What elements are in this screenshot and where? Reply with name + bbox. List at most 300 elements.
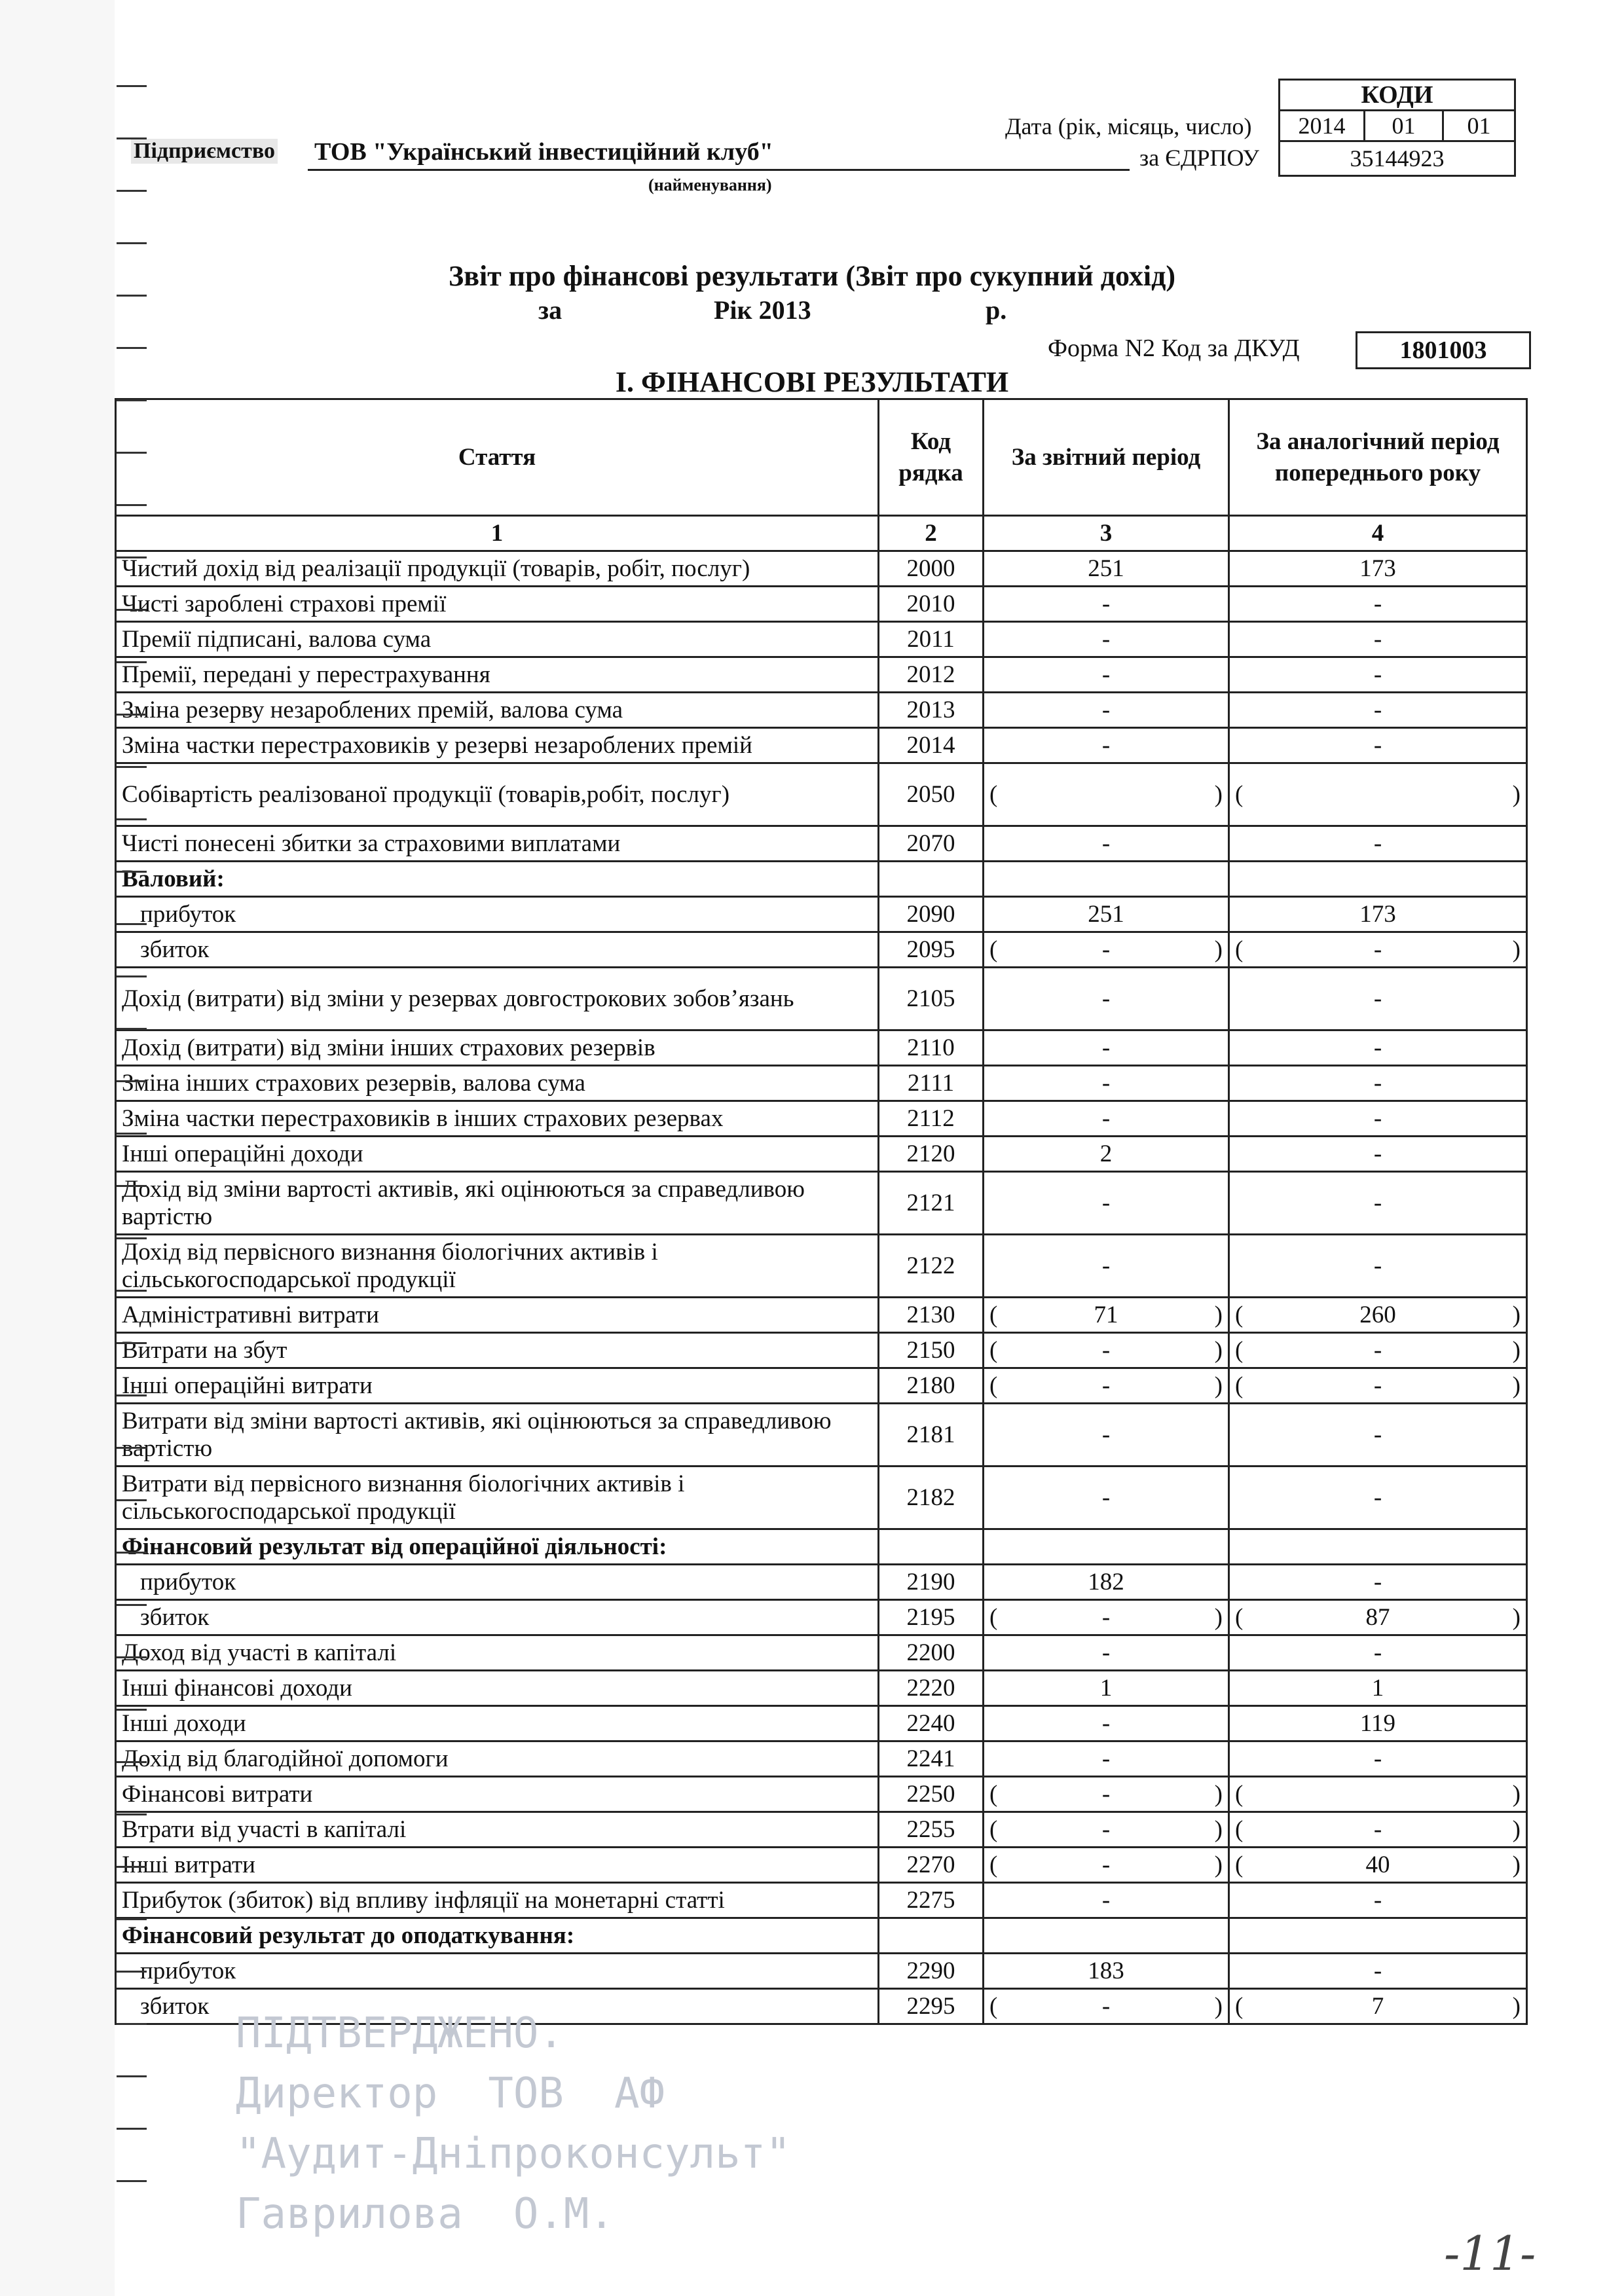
approval-stamp: [236, 2003, 791, 2244]
open-paren: (: [989, 1337, 998, 1364]
row-article: Собівартість реалізованої продукції (товарів,робіт, послуг): [116, 763, 879, 826]
row-article: Премії, передані у перестрахування: [116, 657, 879, 693]
row-current-value: 251: [984, 897, 1229, 932]
row-current-value: [984, 1989, 1229, 2024]
row-code: 2010: [879, 587, 984, 622]
value-text: 260: [1359, 1302, 1396, 1328]
row-code: 2013: [879, 693, 984, 728]
margin-tick: [117, 452, 147, 454]
margin-tick: [117, 818, 147, 820]
margin-tick: [117, 1813, 147, 1815]
row-article: Зміна частки перестраховиків у резерві незароблених премій: [116, 728, 879, 763]
row-article: Інші доходи: [116, 1706, 879, 1741]
row-previous-value: -: [1229, 587, 1527, 622]
close-paren: ): [1214, 1302, 1223, 1328]
row-previous-value: [1229, 1812, 1527, 1848]
value-text: -: [1101, 1604, 1111, 1631]
open-paren: (: [989, 1851, 998, 1878]
table-row: [116, 1954, 1527, 1989]
row-previous-value: [1229, 1298, 1527, 1333]
table-row: [116, 1741, 1527, 1777]
row-current-value: -: [984, 1883, 1229, 1918]
margin-tick: [117, 1918, 147, 1920]
row-article: Фінансові витрати: [116, 1777, 879, 1812]
row-current-value: -: [984, 622, 1229, 657]
header-article: Стаття: [116, 399, 879, 516]
row-code: 2250: [879, 1777, 984, 1812]
row-current-value: 2: [984, 1137, 1229, 1172]
close-paren: ): [1512, 1372, 1521, 1399]
row-previous-value: -: [1229, 1954, 1527, 1989]
row-current-value: [984, 763, 1229, 826]
open-paren: (: [1235, 1816, 1244, 1843]
margin-tick: [117, 975, 147, 977]
row-previous-value: 173: [1229, 897, 1527, 932]
row-article: Чисті понесені збитки за страховими виплатами: [116, 826, 879, 862]
row-code: 2200: [879, 1635, 984, 1671]
row-previous-value: [1229, 932, 1527, 968]
row-article: Дохід від зміни вартості активів, які оцінюються за справедливою вартістю: [116, 1172, 879, 1235]
row-article: збиток: [116, 1600, 879, 1635]
value-text: -: [1373, 1372, 1382, 1399]
close-paren: ): [1512, 1851, 1521, 1878]
open-paren: (: [1235, 1781, 1244, 1808]
row-code: 2011: [879, 622, 984, 657]
row-previous-value: [1229, 1918, 1527, 1954]
row-article: Дохід (витрати) від зміни інших страхових резервів: [116, 1030, 879, 1066]
table-row: [116, 1918, 1527, 1954]
margin-tick: [117, 661, 147, 663]
row-article: Інші витрати: [116, 1848, 879, 1883]
row-code: 2012: [879, 657, 984, 693]
table-row: [116, 1101, 1527, 1137]
row-article: Зміна інших страхових резервів, валова сума: [116, 1066, 879, 1101]
table-row: [116, 1066, 1527, 1101]
date-day: 01: [1443, 111, 1515, 141]
row-previous-value: -: [1229, 693, 1527, 728]
close-paren: ): [1512, 1604, 1521, 1631]
row-current-value: -: [984, 728, 1229, 763]
row-current-value: -: [984, 1066, 1229, 1101]
row-current-value: [984, 1529, 1229, 1565]
table-row: [116, 1333, 1527, 1368]
row-article: Втрати від участі в капіталі: [116, 1812, 879, 1848]
row-code: 2241: [879, 1741, 984, 1777]
row-code: 2111: [879, 1066, 984, 1101]
row-code: 2290: [879, 1954, 984, 1989]
row-code: 2120: [879, 1137, 984, 1172]
table-row: [116, 1565, 1527, 1600]
margin-tick: [117, 1394, 147, 1396]
table-row: [116, 1706, 1527, 1741]
row-current-value: -: [984, 693, 1229, 728]
close-paren: ): [1214, 1337, 1223, 1364]
row-previous-value: -: [1229, 1066, 1527, 1101]
close-paren: ): [1512, 1337, 1521, 1364]
row-code: 2270: [879, 1848, 984, 1883]
margin-tick: [117, 1499, 147, 1501]
row-code: 2195: [879, 1600, 984, 1635]
table-row: [116, 763, 1527, 826]
page-number: -11-: [1444, 2226, 1536, 2281]
row-code: 2105: [879, 968, 984, 1030]
close-paren: ): [1512, 781, 1521, 808]
table-row: [116, 897, 1527, 932]
margin-tick: [117, 1552, 147, 1554]
row-previous-value: [1229, 763, 1527, 826]
value-text: -: [1373, 936, 1382, 963]
table-row: [116, 622, 1527, 657]
row-code: 2255: [879, 1812, 984, 1848]
margin-tick: [117, 85, 147, 87]
row-current-value: [984, 1368, 1229, 1404]
row-article: Зміна резерву незароблених премій, валова сума: [116, 693, 879, 728]
row-current-value: -: [984, 657, 1229, 693]
row-article: Зміна частки перестраховиків в інших страхових резервах: [116, 1101, 879, 1137]
margin-tick: [117, 2075, 147, 2077]
enterprise-caption: (найменування): [648, 175, 772, 194]
row-article: Дохід від первісного визнання біологічних активів і сільськогосподарської продукції: [116, 1235, 879, 1298]
table-row: [116, 728, 1527, 763]
row-current-value: [984, 1298, 1229, 1333]
header-current: За звітний період: [984, 399, 1229, 516]
row-previous-value: [1229, 1600, 1527, 1635]
margin-tick: [117, 1080, 147, 1082]
row-current-value: -: [984, 826, 1229, 862]
close-paren: ): [1214, 1781, 1223, 1808]
value-text: 40: [1365, 1851, 1390, 1878]
margin-tick: [117, 1709, 147, 1711]
codes-title: КОДИ: [1280, 80, 1515, 111]
close-paren: ): [1512, 936, 1521, 963]
date-label: Дата (рік, місяць, число): [1005, 113, 1252, 139]
row-code: 2122: [879, 1235, 984, 1298]
row-previous-value: -: [1229, 1883, 1527, 1918]
value-text: -: [1101, 1816, 1111, 1843]
row-code: 2050: [879, 763, 984, 826]
open-paren: (: [1235, 1993, 1244, 2020]
table-row: [116, 932, 1527, 968]
margin-tick: [117, 1185, 147, 1187]
row-previous-value: -: [1229, 1235, 1527, 1298]
row-previous-value: 173: [1229, 551, 1527, 587]
row-article: Витрати на збут: [116, 1333, 879, 1368]
row-current-value: -: [984, 587, 1229, 622]
margin-tick: [117, 1656, 147, 1658]
row-article: Витрати від зміни вартості активів, які оцінюються за справедливою вартістю: [116, 1404, 879, 1467]
margin-tick: [117, 1290, 147, 1292]
value-text: -: [1101, 1337, 1111, 1364]
open-paren: (: [989, 1372, 998, 1399]
margin-tick: [117, 2023, 147, 2025]
margin-tick: [117, 2128, 147, 2130]
row-code: 2014: [879, 728, 984, 763]
row-current-value: 251: [984, 551, 1229, 587]
table-row: [116, 968, 1527, 1030]
row-previous-value: -: [1229, 1741, 1527, 1777]
row-code: 2110: [879, 1030, 984, 1066]
enterprise-label: Підприємство: [131, 139, 278, 164]
table-row: [116, 1172, 1527, 1235]
table-row: [116, 1777, 1527, 1812]
row-article: Інші операційні доходи: [116, 1137, 879, 1172]
open-paren: (: [989, 1993, 998, 2020]
row-previous-value: -: [1229, 1030, 1527, 1066]
open-paren: (: [989, 1604, 998, 1631]
row-previous-value: 1: [1229, 1671, 1527, 1706]
scan-margin: [0, 0, 115, 2296]
row-previous-value: [1229, 1333, 1527, 1368]
margin-tick: [117, 399, 147, 401]
financial-results-table: [115, 398, 1528, 2025]
row-article: Дохід від благодійної допомоги: [116, 1741, 879, 1777]
close-paren: ): [1512, 1781, 1521, 1808]
row-code: 2150: [879, 1333, 984, 1368]
row-previous-value: [1229, 862, 1527, 897]
close-paren: ): [1214, 1851, 1223, 1878]
close-paren: ): [1214, 1372, 1223, 1399]
row-article: Премії підписані, валова сума: [116, 622, 879, 657]
open-paren: (: [1235, 1302, 1244, 1328]
row-code: 2240: [879, 1706, 984, 1741]
row-current-value: -: [984, 1172, 1229, 1235]
row-current-value: 183: [984, 1954, 1229, 1989]
row-code: 2070: [879, 826, 984, 862]
enterprise-underline: [308, 169, 1130, 171]
row-current-value: -: [984, 1404, 1229, 1467]
value-text: -: [1101, 1851, 1111, 1878]
row-current-value: [984, 1848, 1229, 1883]
row-current-value: -: [984, 1706, 1229, 1741]
row-code: 2181: [879, 1404, 984, 1467]
row-article: Чистий дохід від реалізації продукції (товарів, робіт, послуг): [116, 551, 879, 587]
row-previous-value: [1229, 1848, 1527, 1883]
row-previous-value: -: [1229, 1635, 1527, 1671]
row-code: 2090: [879, 897, 984, 932]
value-text: -: [1373, 1816, 1382, 1843]
margin-tick: [117, 714, 147, 716]
header-code: Код рядка: [879, 399, 984, 516]
row-article: Фінансовий результат до оподаткування:: [116, 1918, 879, 1954]
margin-tick: [117, 1133, 147, 1135]
row-article: Дохід (витрати) від зміни у резервах довгострокових зобов’язань: [116, 968, 879, 1030]
margin-tick: [117, 504, 147, 506]
row-code: 2121: [879, 1172, 984, 1235]
row-code: 2000: [879, 551, 984, 587]
value-text: 7: [1371, 1993, 1384, 2020]
open-paren: (: [1235, 1372, 1244, 1399]
table-row: [116, 551, 1527, 587]
row-current-value: -: [984, 1030, 1229, 1066]
stamp-line-1: ПІДТВЕРДЖЕНО.: [236, 2009, 564, 2058]
row-current-value: [984, 1812, 1229, 1848]
row-code: 2295: [879, 1989, 984, 2024]
row-article: Фінансовий результат від операційної діяльності:: [116, 1529, 879, 1565]
row-previous-value: -: [1229, 1404, 1527, 1467]
row-article: Чисті зароблені страхові премії: [116, 587, 879, 622]
value-text: -: [1101, 1993, 1111, 2020]
value-text: -: [1101, 1372, 1111, 1399]
report-title: Звіт про фінансові результати (Звіт про сукупний дохід): [448, 260, 1176, 292]
margin-tick: [117, 1028, 147, 1030]
margin-tick: [117, 242, 147, 244]
col-number-2: 2: [879, 516, 984, 551]
date-month: 01: [1365, 111, 1443, 141]
table-row: [116, 1137, 1527, 1172]
close-paren: ): [1214, 781, 1223, 808]
table-row: [116, 693, 1527, 728]
value-text: -: [1373, 1337, 1382, 1364]
row-article: Інші фінансові доходи: [116, 1671, 879, 1706]
open-paren: (: [1235, 781, 1244, 808]
margin-tick: [117, 1237, 147, 1239]
row-current-value: [984, 1333, 1229, 1368]
row-previous-value: -: [1229, 968, 1527, 1030]
codes-table: [1278, 79, 1516, 177]
row-current-value: [984, 1777, 1229, 1812]
table-row: [116, 1600, 1527, 1635]
row-code: 2180: [879, 1368, 984, 1404]
row-current-value: -: [984, 968, 1229, 1030]
row-article: Доход від участі в капіталі: [116, 1635, 879, 1671]
row-previous-value: -: [1229, 657, 1527, 693]
margin-tick: [117, 923, 147, 925]
row-code: 2112: [879, 1101, 984, 1137]
open-paren: (: [989, 1302, 998, 1328]
value-text: 71: [1094, 1302, 1118, 1328]
row-code: 2095: [879, 932, 984, 968]
row-previous-value: -: [1229, 1101, 1527, 1137]
margin-tick: [117, 295, 147, 297]
close-paren: ): [1214, 936, 1223, 963]
col-number-4: 4: [1229, 516, 1527, 551]
margin-tick: [117, 556, 147, 558]
row-current-value: [984, 1918, 1229, 1954]
table-row: [116, 1030, 1527, 1066]
open-paren: (: [989, 936, 998, 963]
table-row: [116, 1883, 1527, 1918]
row-article: Витрати від первісного визнання біологічних активів і сільськогосподарської продукції: [116, 1467, 879, 1529]
table-row: [116, 1671, 1527, 1706]
open-paren: (: [989, 1781, 998, 1808]
row-current-value: [984, 862, 1229, 897]
row-previous-value: [1229, 1368, 1527, 1404]
row-previous-value: [1229, 1989, 1527, 2024]
row-article: Адміністративні витрати: [116, 1298, 879, 1333]
col-number-1: 1: [116, 516, 879, 551]
margin-tick: [117, 766, 147, 768]
margin-tick: [117, 2180, 147, 2182]
enterprise-name: ТОВ "Український інвестиційний клуб": [314, 138, 773, 166]
form-label: Форма N2 Код за ДКУД: [1048, 335, 1300, 362]
close-paren: ): [1512, 1993, 1521, 2020]
row-article: прибуток: [116, 897, 879, 932]
stamp-line-2: Директор ТОВ АФ: [236, 2069, 665, 2118]
value-text: 87: [1365, 1604, 1390, 1631]
row-current-value: 1: [984, 1671, 1229, 1706]
row-previous-value: -: [1229, 622, 1527, 657]
margin-tick: [117, 1342, 147, 1344]
table-row: [116, 1404, 1527, 1467]
value-text: -: [1101, 936, 1111, 963]
open-paren: (: [989, 1816, 998, 1843]
edrpou-label: за ЄДРПОУ: [1139, 145, 1260, 171]
open-paren: (: [1235, 936, 1244, 963]
table-row: [116, 1812, 1527, 1848]
row-previous-value: -: [1229, 1467, 1527, 1529]
table-row: [116, 1635, 1527, 1671]
row-article: збиток: [116, 932, 879, 968]
row-current-value: -: [984, 1741, 1229, 1777]
row-current-value: -: [984, 1635, 1229, 1671]
open-paren: (: [1235, 1851, 1244, 1878]
row-article: Інші операційні витрати: [116, 1368, 879, 1404]
row-code: 2190: [879, 1565, 984, 1600]
row-previous-value: -: [1229, 826, 1527, 862]
header-previous: За аналогічний період попереднього року: [1229, 399, 1527, 516]
row-current-value: [984, 932, 1229, 968]
table-row: [116, 1368, 1527, 1404]
row-previous-value: [1229, 1777, 1527, 1812]
stamp-line-3: "Аудит-Дніпроконсульт": [236, 2130, 791, 2178]
table-row: [116, 1235, 1527, 1298]
row-code: [879, 862, 984, 897]
row-article: Валовий:: [116, 862, 879, 897]
open-paren: (: [989, 781, 998, 808]
close-paren: ): [1214, 1816, 1223, 1843]
table-row: [116, 862, 1527, 897]
open-paren: (: [1235, 1604, 1244, 1631]
margin-tick: [117, 1971, 147, 1973]
report-year: Рік 2013: [714, 295, 811, 325]
row-previous-value: -: [1229, 1172, 1527, 1235]
row-article: Прибуток (збиток) від впливу інфляції на монетарні статті: [116, 1883, 879, 1918]
close-paren: ): [1214, 1993, 1223, 2020]
margin-tick: [117, 190, 147, 192]
row-previous-value: 119: [1229, 1706, 1527, 1741]
row-current-value: -: [984, 1467, 1229, 1529]
margin-tick: [117, 137, 147, 139]
table-row: [116, 657, 1527, 693]
stamp-line-4: Гаврилова О.М.: [236, 2190, 614, 2238]
table-row: [116, 1529, 1527, 1565]
close-paren: ): [1512, 1302, 1521, 1328]
date-year: 2014: [1280, 111, 1365, 141]
section-title: I. ФІНАНСОВІ РЕЗУЛЬТАТИ: [615, 366, 1009, 398]
table-row: [116, 1298, 1527, 1333]
report-za: за: [538, 295, 563, 325]
table-row: [116, 1467, 1527, 1529]
row-article: прибуток: [116, 1954, 879, 1989]
close-paren: ): [1214, 1604, 1223, 1631]
col-number-3: 3: [984, 516, 1229, 551]
row-code: 2130: [879, 1298, 984, 1333]
row-current-value: [984, 1600, 1229, 1635]
margin-tick: [117, 609, 147, 611]
value-text: -: [1101, 1781, 1111, 1808]
row-article: прибуток: [116, 1565, 879, 1600]
row-code: [879, 1918, 984, 1954]
row-previous-value: -: [1229, 1137, 1527, 1172]
row-code: [879, 1529, 984, 1565]
row-current-value: 182: [984, 1565, 1229, 1600]
report-r: р.: [986, 295, 1007, 325]
row-code: 2275: [879, 1883, 984, 1918]
table-row: [116, 1848, 1527, 1883]
table-row: [116, 587, 1527, 622]
margin-tick: [117, 871, 147, 873]
margin-tick: [117, 347, 147, 349]
